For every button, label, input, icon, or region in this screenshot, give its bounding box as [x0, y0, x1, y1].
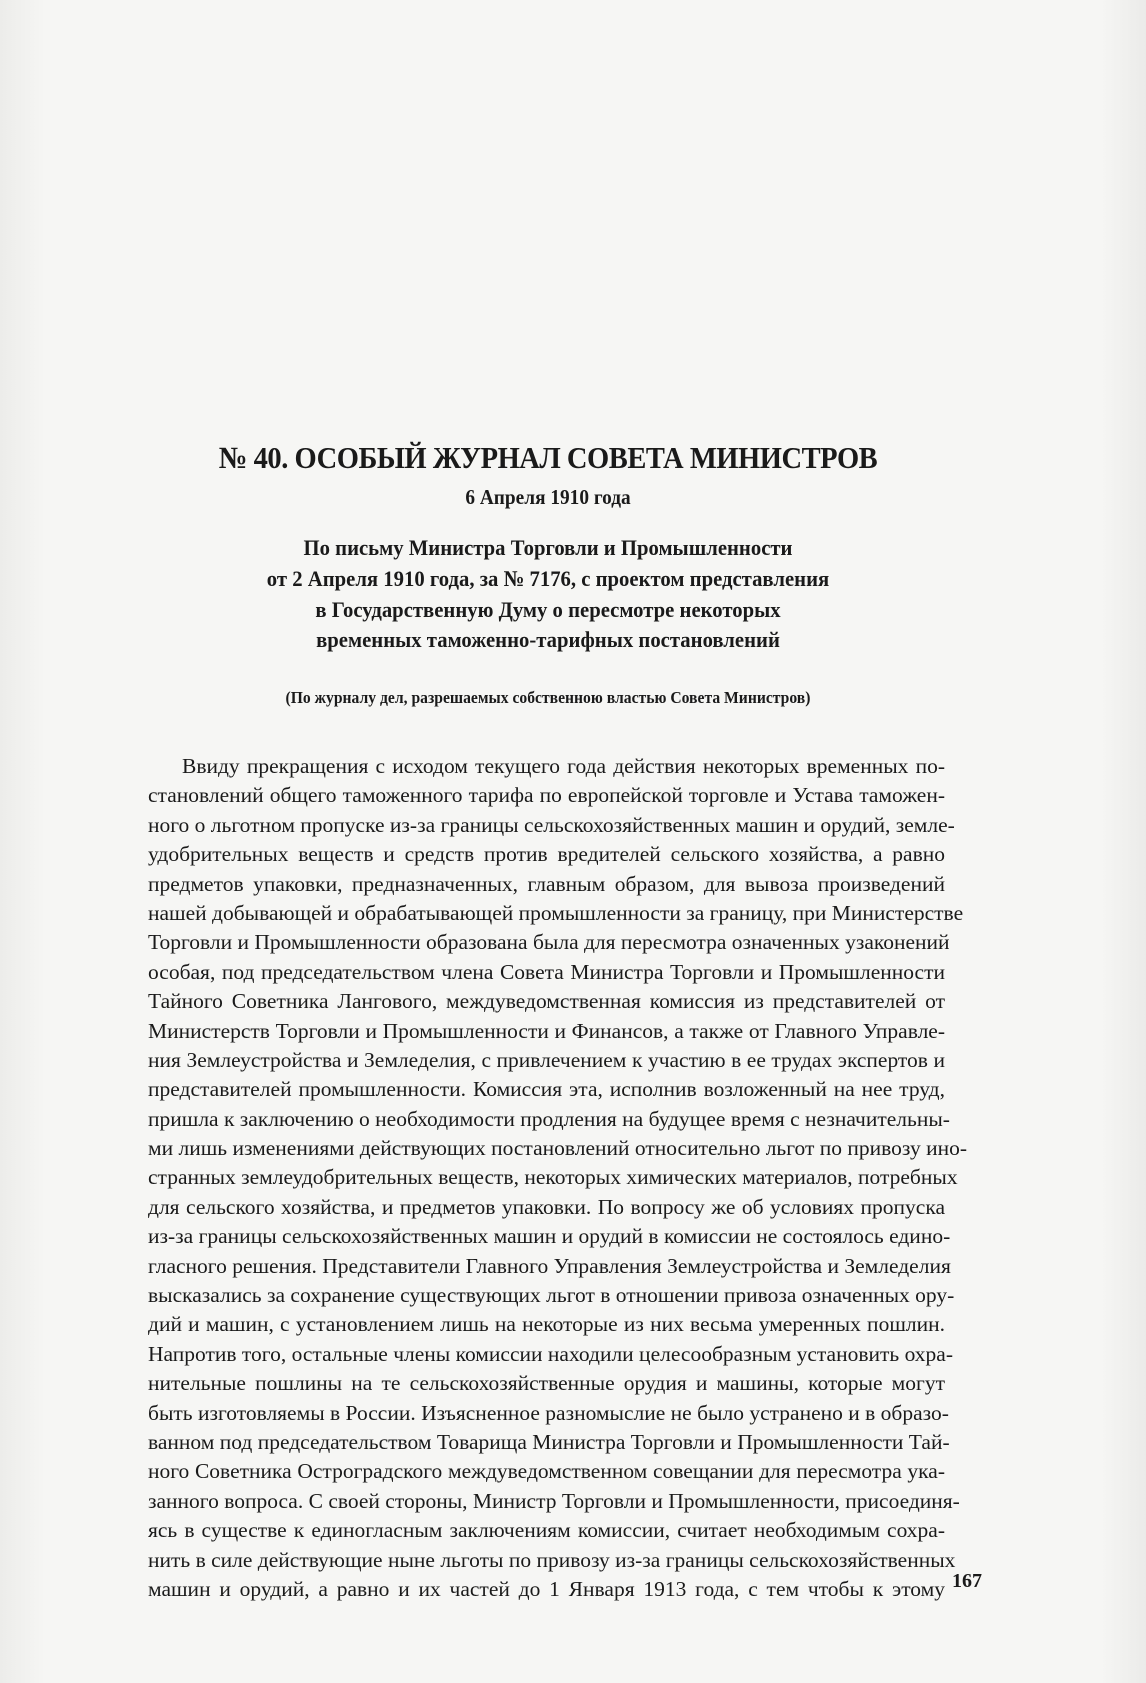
document-subtitle-line: По письму Министра Торговли и Промышленности [303, 535, 793, 560]
body-line: ясь в существе к единогласным заключениям комиссии, считает необходимым сохра- [148, 1518, 945, 1543]
body-line: высказались за сохранение существующих льгот в отношении привоза означенных ору- [148, 1283, 955, 1308]
body-line: Тайного Советника Лангового, междуведомственная комиссия из представителей от [148, 989, 945, 1014]
body-line: Напротив того, остальные члены комиссии находили целесообразным установить охра- [148, 1341, 954, 1366]
body-line: для сельского хозяйства, и предметов упаковки. По вопросу же об условиях пропуска [148, 1194, 945, 1219]
body-line: нить в силе действующие ныне льготы по привозу из-за границы сельскохозяйственных [148, 1547, 956, 1572]
page-number: 167 [952, 1570, 982, 1592]
body-line: удобрительных веществ и средств против вредителей сельского хозяйства, а равно [148, 842, 945, 867]
body-line: становлений общего таможенного тарифа по европейской торговле и Устава таможен- [148, 783, 945, 808]
body-line: Торговли и Промышленности образована была для пересмотра означенных узаконений [148, 930, 950, 955]
body-line: из-за границы сельскохозяйственных машин и орудий в комиссии не состоялось едино- [148, 1224, 951, 1249]
body-line: дий и машин, с установлением лишь на некоторые из них весьма умеренных пошлин. [148, 1312, 945, 1337]
document-date: 6 Апреля 1910 года [465, 485, 631, 509]
document-subtitle-line: временных таможенно-тарифных постановлений [316, 627, 780, 652]
body-line: ванном под председательством Товарища Министра Торговли и Промышленности Тай- [148, 1429, 950, 1454]
body-line: особая, под председательством члена Совета Министра Торговли и Промышленности [148, 959, 945, 984]
body-line: гласного решения. Представители Главного Управления Землеустройства и Земледелия [148, 1253, 951, 1278]
body-line: странных землеудобрительных веществ, некоторых химических материалов, потребных [148, 1165, 958, 1190]
document-title: № 40. ОСОБЫЙ ЖУРНАЛ СОВЕТА МИНИСТРОВ [218, 440, 878, 475]
document-subtitle-line: в Государственную Думу о пересмотре некоторых [315, 597, 781, 622]
document-subtitle-line: от 2 Апреля 1910 года, за № 7176, с проектом представления [266, 566, 830, 591]
body-line: представителей промышленности. Комиссия эта, исполнив возложенный на нее труд, [148, 1077, 945, 1102]
body-line: Ввиду прекращения с исходом текущего года действия некоторых временных по- [182, 754, 945, 778]
body-line: нашей добывающей и обрабатывающей промышленности за границу, при Министерстве [148, 900, 964, 925]
source-note: (По журналу дел, разрешаемых собственною властью Совета Министров) [285, 688, 811, 707]
body-line: быть изготовляемы в России. Изъясненное разномыслие не было устранено и в образо- [148, 1400, 949, 1425]
body-line: машин и орудий, а равно и их частей до 1 Января 1913 года, с тем чтобы к этому [148, 1576, 945, 1601]
body-line: нительные пошлины на те сельскохозяйственные орудия и машины, которые могут [148, 1371, 945, 1396]
body-line: ного о льготном пропуске из-за границы сельскохозяйственных машин и орудий, земле- [148, 812, 955, 837]
body-line: Министерств Торговли и Промышленности и Финансов, а также от Главного Управле- [148, 1018, 945, 1043]
body-line: пришла к заключению о необходимости продления на будущее время с незначительны- [148, 1106, 950, 1131]
body-line: занного вопроса. С своей стороны, Министр Торговли и Промышленности, присоединя- [148, 1488, 960, 1513]
body-line: ми лишь изменениями действующих постановлений относительно льгот по привозу ино- [148, 1136, 967, 1161]
body-line: предметов упаковки, предназначенных, главным образом, для вывоза произведений [148, 871, 945, 896]
body-line: ного Советника Остроградского междуведомственном совещании для пересмотра ука- [148, 1459, 945, 1484]
body-line: ния Землеустройства и Земледелия, с привлечением к участию в ее трудах экспертов и [148, 1047, 945, 1072]
